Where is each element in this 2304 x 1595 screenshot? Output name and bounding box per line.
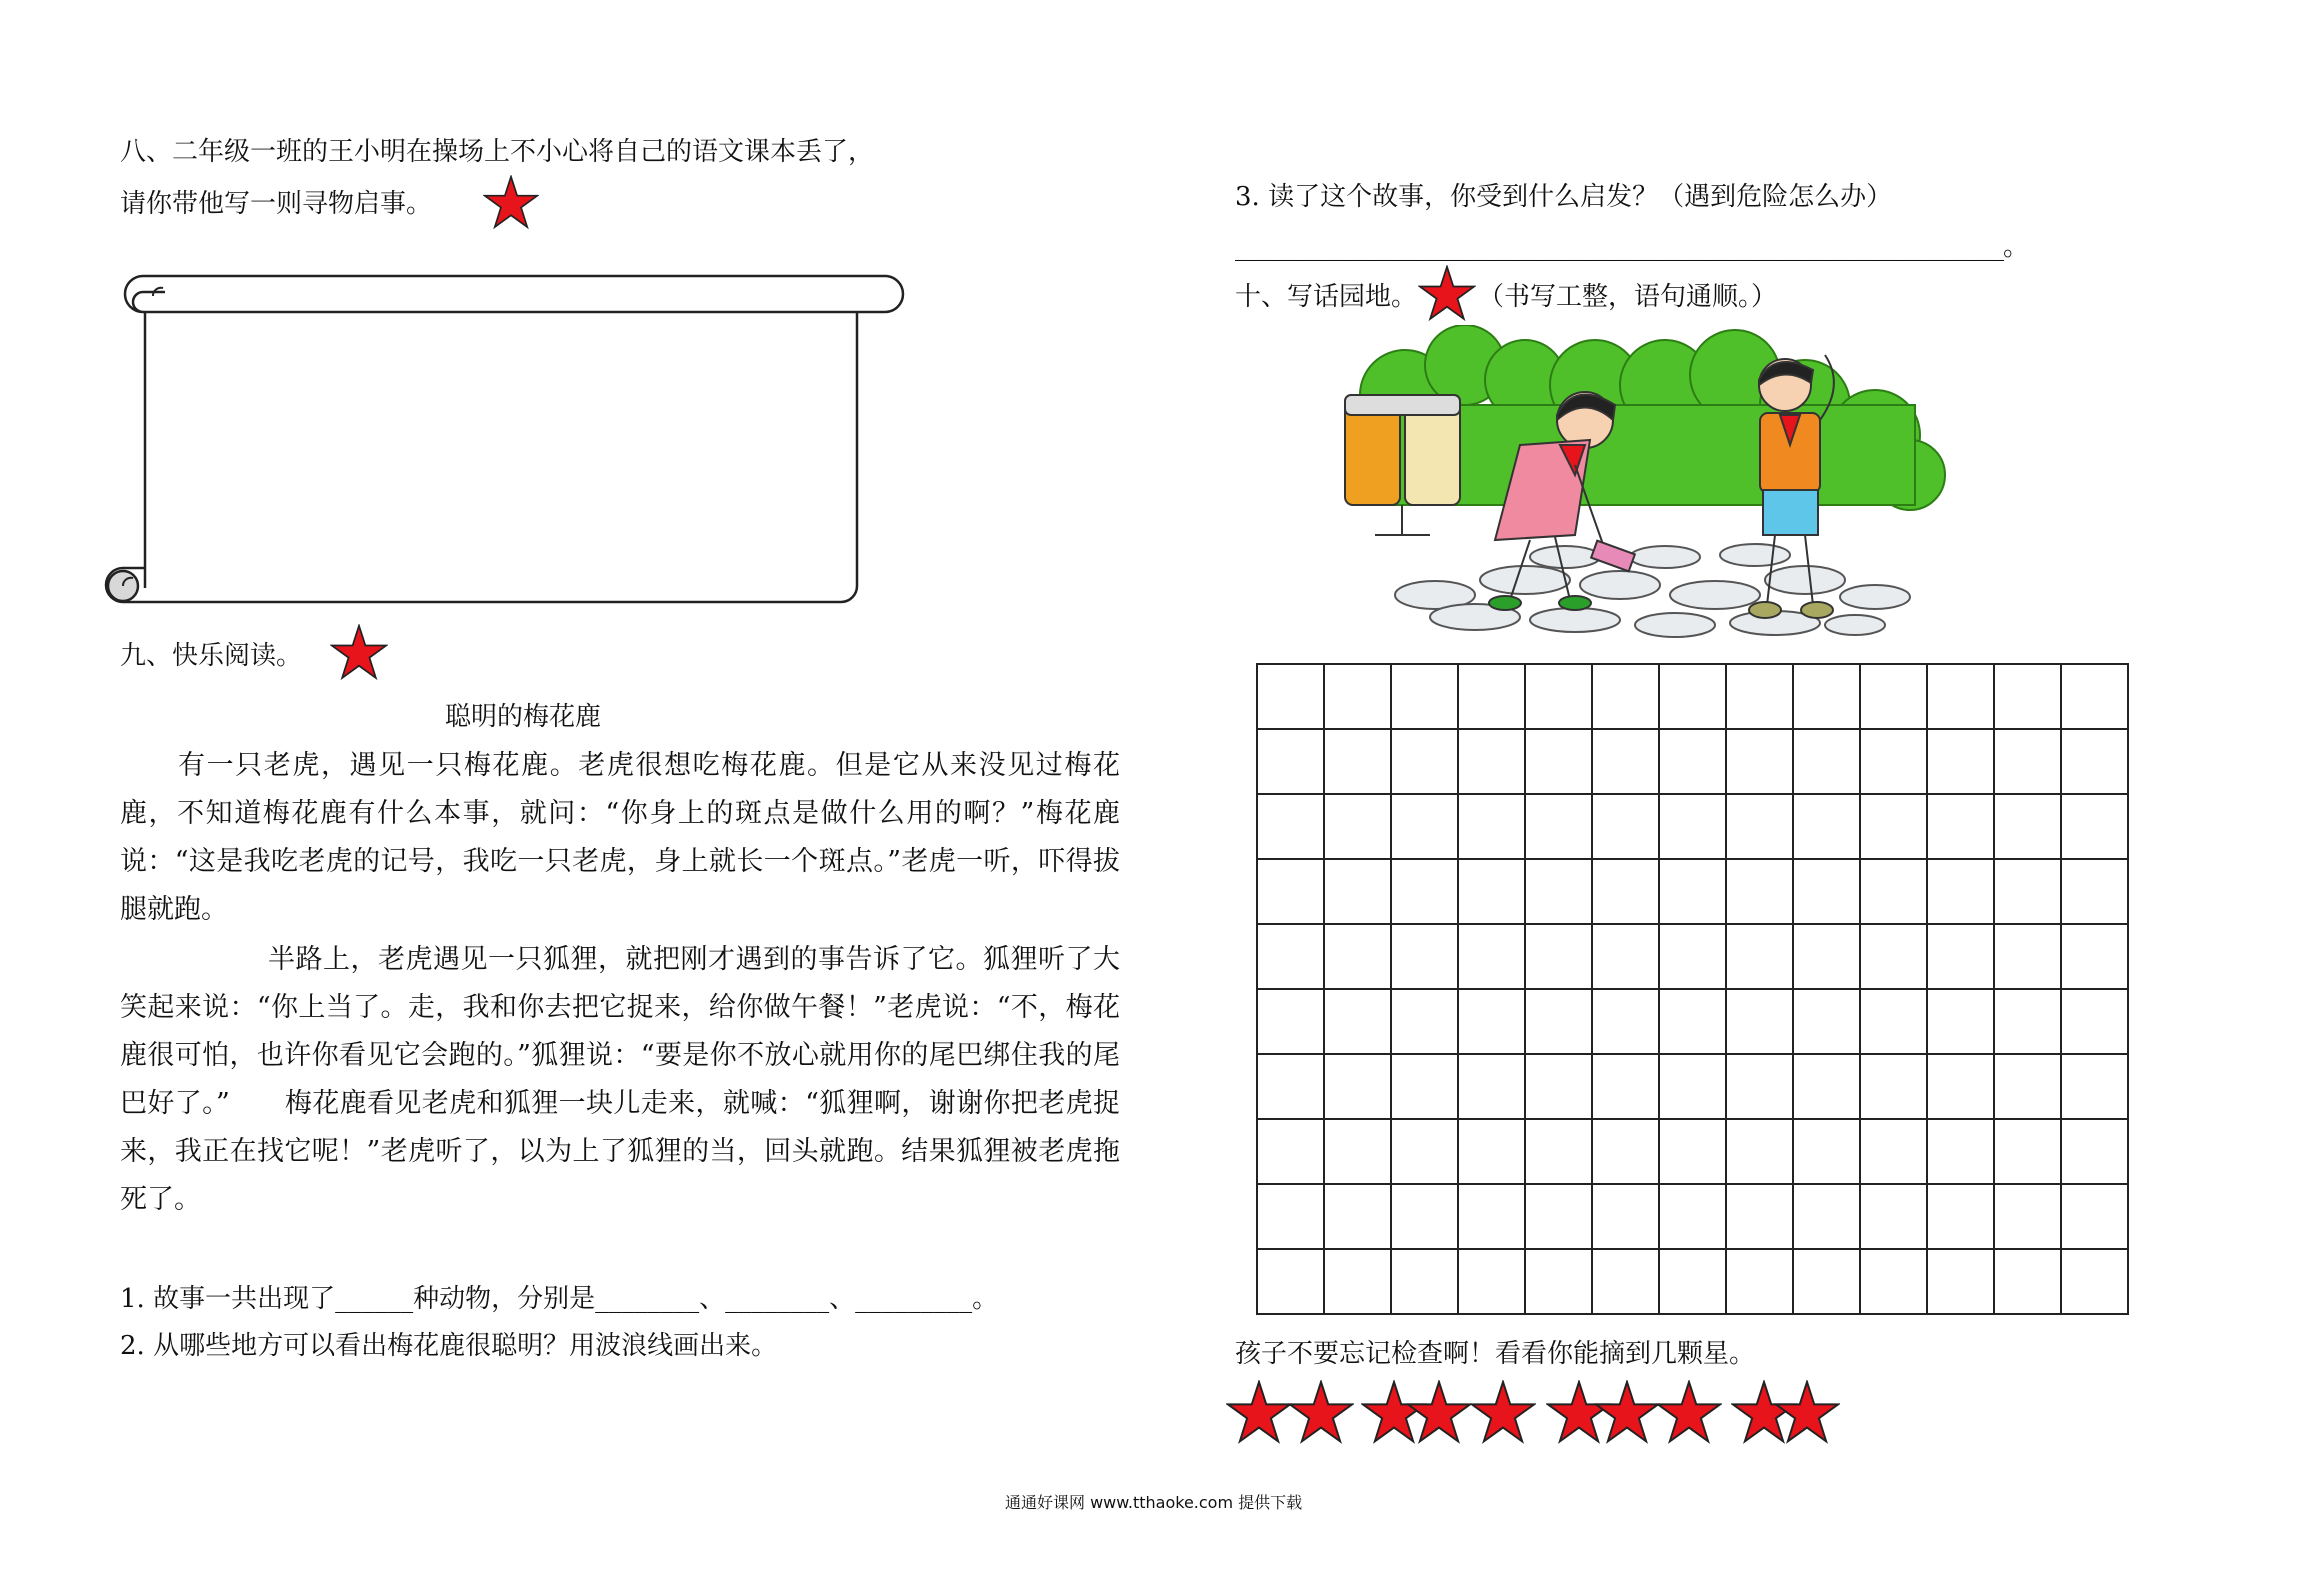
grid-cell[interactable] — [1257, 729, 1324, 794]
grid-cell[interactable] — [1592, 1054, 1659, 1119]
grid-cell[interactable] — [1793, 924, 1860, 989]
grid-cell[interactable] — [1860, 1119, 1927, 1184]
grid-cell[interactable] — [1391, 794, 1458, 859]
grid-cell[interactable] — [1726, 1184, 1793, 1249]
grid-cell[interactable] — [1994, 859, 2061, 924]
grid-cell[interactable] — [1592, 859, 1659, 924]
grid-cell[interactable] — [1860, 729, 1927, 794]
grid-row — [1257, 729, 2128, 794]
grid-cell[interactable] — [1659, 794, 1726, 859]
grid-cell[interactable] — [1592, 729, 1659, 794]
grid-cell[interactable] — [1391, 664, 1458, 729]
grid-cell[interactable] — [1458, 1054, 1525, 1119]
grid-cell[interactable] — [1458, 1184, 1525, 1249]
grid-cell[interactable] — [1927, 1184, 1994, 1249]
section10-note: （书写工整，语句通顺。） — [1478, 282, 1778, 312]
grid-cell[interactable] — [1927, 859, 1994, 924]
grid-cell[interactable] — [1525, 924, 1592, 989]
grid-cell[interactable] — [1659, 1119, 1726, 1184]
grid-cell[interactable] — [1458, 1119, 1525, 1184]
grid-cell[interactable] — [1391, 989, 1458, 1054]
kids-picking-up-book-illustration — [1335, 325, 1955, 649]
grid-cell[interactable] — [1592, 1184, 1659, 1249]
grid-cell[interactable] — [1793, 1119, 1860, 1184]
grid-row — [1257, 1119, 2128, 1184]
grid-cell[interactable] — [1860, 924, 1927, 989]
grid-cell[interactable] — [1525, 1184, 1592, 1249]
grid-cell[interactable] — [1391, 924, 1458, 989]
grid-cell[interactable] — [1927, 1119, 1994, 1184]
grid-cell[interactable] — [1659, 924, 1726, 989]
grid-cell[interactable] — [1458, 859, 1525, 924]
grid-cell[interactable] — [1592, 1119, 1659, 1184]
grid-cell[interactable] — [1793, 1054, 1860, 1119]
grid-cell[interactable] — [1659, 989, 1726, 1054]
grid-cell[interactable] — [1726, 1119, 1793, 1184]
grid-cell[interactable] — [1793, 1249, 1860, 1314]
grid-cell[interactable] — [1257, 1249, 1324, 1314]
grid-row — [1257, 859, 2128, 924]
grid-cell[interactable] — [1391, 1054, 1458, 1119]
grid-cell[interactable] — [1525, 794, 1592, 859]
grid-cell[interactable] — [1860, 794, 1927, 859]
grid-cell[interactable] — [1592, 924, 1659, 989]
grid-cell[interactable] — [1994, 1184, 2061, 1249]
question-3: 3. 读了这个故事，你受到什么启发？（遇到危险怎么办） — [1235, 182, 1893, 212]
grid-cell[interactable] — [1458, 729, 1525, 794]
grid-cell[interactable] — [1793, 989, 1860, 1054]
grid-cell[interactable] — [1659, 1184, 1726, 1249]
star-icon — [483, 175, 539, 231]
rating-stars[interactable] — [1226, 1380, 1946, 1450]
grid-cell[interactable] — [1860, 664, 1927, 729]
grid-cell[interactable] — [2061, 859, 2128, 924]
grid-row — [1257, 1184, 2128, 1249]
grid-cell[interactable] — [1994, 664, 2061, 729]
grid-cell[interactable] — [1726, 859, 1793, 924]
question-2: 2. 从哪些地方可以看出梅花鹿很聪明？用波浪线画出来。 — [120, 1331, 778, 1361]
grid-cell[interactable] — [2061, 794, 2128, 859]
section9-heading: 九、快乐阅读。 — [120, 641, 303, 671]
grid-cell[interactable] — [1994, 989, 2061, 1054]
star-icon — [330, 624, 388, 682]
grid-cell[interactable] — [1324, 1249, 1391, 1314]
grid-cell[interactable] — [1525, 989, 1592, 1054]
grid-cell[interactable] — [1927, 989, 1994, 1054]
grid-cell[interactable] — [1994, 794, 2061, 859]
grid-cell[interactable] — [2061, 989, 2128, 1054]
grid-cell[interactable] — [1659, 729, 1726, 794]
grid-cell[interactable] — [1927, 664, 1994, 729]
grid-cell[interactable] — [1793, 859, 1860, 924]
section8-prompt-line2: 请你带他写一则寻物启事。 — [120, 189, 433, 219]
grid-cell[interactable] — [1458, 1249, 1525, 1314]
grid-cell[interactable] — [1860, 1249, 1927, 1314]
grid-cell[interactable] — [1324, 1184, 1391, 1249]
grid-cell[interactable] — [1458, 924, 1525, 989]
rating-star-icon[interactable] — [1470, 1380, 1536, 1450]
grid-cell[interactable] — [1257, 1054, 1324, 1119]
grid-cell[interactable] — [1324, 729, 1391, 794]
rating-star-icon[interactable] — [1226, 1380, 1292, 1450]
grid-cell[interactable] — [1257, 664, 1324, 729]
grid-row — [1257, 664, 2128, 729]
grid-cell[interactable] — [1860, 989, 1927, 1054]
rating-star-icon[interactable] — [1594, 1380, 1660, 1450]
grid-cell[interactable] — [1458, 989, 1525, 1054]
grid-cell[interactable] — [1324, 924, 1391, 989]
grid-cell[interactable] — [1860, 1054, 1927, 1119]
grid-cell[interactable] — [1726, 794, 1793, 859]
grid-row — [1257, 794, 2128, 859]
rating-star-icon[interactable] — [1774, 1380, 1840, 1450]
grid-cell[interactable] — [1927, 794, 1994, 859]
grid-cell[interactable] — [1324, 989, 1391, 1054]
grid-cell[interactable] — [2061, 924, 2128, 989]
grid-cell[interactable] — [1860, 1184, 1927, 1249]
grid-cell[interactable] — [1592, 1249, 1659, 1314]
grid-cell[interactable] — [1726, 729, 1793, 794]
section10-heading: 十、写话园地。 — [1235, 282, 1418, 312]
grid-cell[interactable] — [1391, 1119, 1458, 1184]
story-paragraph-2: 半路上，老虎遇见一只狐狸，就把刚才遇到的事告诉了它。狐狸听了大笑起来说：“你上当了。走，我和你去把它捉来，给你做午餐！”老虎说：“不，梅花鹿很可怕，也许你看见它会跑的。”狐狸说：“要是你不放心就用你的尾巴绑住我的尾巴好了。” 梅花鹿看见老虎和狐狸一块儿走来，就喊：“狐狸啊，谢谢你把老虎捉来，我正在找它呢！”老虎听了，以为上了狐狸的当，回头就跑。结果狐狸被老虎拖死了。 — [120, 944, 1120, 1215]
grid-cell[interactable] — [1726, 1249, 1793, 1314]
grid-cell[interactable] — [1994, 1249, 2061, 1314]
grid-cell[interactable] — [1257, 1184, 1324, 1249]
grid-cell[interactable] — [2061, 1184, 2128, 1249]
grid-cell[interactable] — [1525, 1054, 1592, 1119]
grid-cell[interactable] — [2061, 1119, 2128, 1184]
grid-cell[interactable] — [1592, 794, 1659, 859]
grid-cell[interactable] — [1324, 794, 1391, 859]
grid-cell[interactable] — [1525, 1119, 1592, 1184]
grid-cell[interactable] — [1592, 664, 1659, 729]
grid-row — [1257, 1054, 2128, 1119]
footer-credit: 通通好课网 www.tthaoke.com 提供下载 — [1005, 1493, 1303, 1512]
grid-cell[interactable] — [1391, 859, 1458, 924]
grid-cell[interactable] — [1927, 729, 1994, 794]
grid-cell[interactable] — [1860, 859, 1927, 924]
grid-cell[interactable] — [1257, 1119, 1324, 1184]
grid-cell[interactable] — [1659, 1054, 1726, 1119]
grid-cell[interactable] — [1592, 989, 1659, 1054]
grid-cell[interactable] — [1324, 1054, 1391, 1119]
grid-cell[interactable] — [1726, 664, 1793, 729]
grid-row — [1257, 924, 2128, 989]
grid-cell[interactable] — [1324, 664, 1391, 729]
question-3-answer-line[interactable]: ________________________________________________________________。 — [1235, 232, 2028, 262]
grid-cell[interactable] — [1659, 664, 1726, 729]
reminder-text: 孩子不要忘记检查啊！看看你能摘到几颗星。 — [1235, 1339, 1756, 1369]
grid-cell[interactable] — [2061, 1249, 2128, 1314]
grid-cell[interactable] — [1793, 729, 1860, 794]
section8-prompt-line1: 八、二年级一班的王小明在操场上不小心将自己的语文课本丢了， — [120, 137, 875, 167]
grid-cell[interactable] — [2061, 664, 2128, 729]
notice-scroll-box[interactable] — [95, 268, 915, 617]
grid-cell[interactable] — [1927, 924, 1994, 989]
grid-row — [1257, 989, 2128, 1054]
grid-cell[interactable] — [1994, 924, 2061, 989]
grid-cell[interactable] — [1994, 1054, 2061, 1119]
grid-cell[interactable] — [2061, 1054, 2128, 1119]
grid-cell[interactable] — [1257, 859, 1324, 924]
grid-cell[interactable] — [1391, 729, 1458, 794]
grid-row — [1257, 1249, 2128, 1314]
grid-cell[interactable] — [1257, 989, 1324, 1054]
grid-cell[interactable] — [1726, 1054, 1793, 1119]
grid-cell[interactable] — [1458, 664, 1525, 729]
grid-cell[interactable] — [1458, 794, 1525, 859]
story-title: 聪明的梅花鹿 — [445, 702, 602, 732]
grid-cell[interactable] — [1324, 1119, 1391, 1184]
grid-cell[interactable] — [1994, 1119, 2061, 1184]
grid-cell[interactable] — [2061, 729, 2128, 794]
grid-cell[interactable] — [1257, 794, 1324, 859]
rating-star-icon[interactable] — [1656, 1380, 1722, 1450]
grid-cell[interactable] — [1726, 924, 1793, 989]
grid-cell[interactable] — [1525, 859, 1592, 924]
grid-cell[interactable] — [1793, 794, 1860, 859]
grid-cell[interactable] — [1525, 1249, 1592, 1314]
grid-cell[interactable] — [1994, 729, 2061, 794]
question-1: 1. 故事一共出现了______种动物，分别是________、________、_________。 — [120, 1284, 999, 1314]
grid-cell[interactable] — [1324, 859, 1391, 924]
grid-cell[interactable] — [1391, 1249, 1458, 1314]
star-icon — [1418, 265, 1476, 323]
writing-grid[interactable] — [1256, 663, 2129, 1315]
grid-cell[interactable] — [1793, 664, 1860, 729]
grid-cell[interactable] — [1927, 1054, 1994, 1119]
grid-cell[interactable] — [1525, 664, 1592, 729]
grid-cell[interactable] — [1927, 1249, 1994, 1314]
grid-cell[interactable] — [1257, 924, 1324, 989]
grid-cell[interactable] — [1726, 989, 1793, 1054]
grid-cell[interactable] — [1659, 1249, 1726, 1314]
rating-star-icon[interactable] — [1288, 1380, 1354, 1450]
grid-cell[interactable] — [1659, 859, 1726, 924]
story-paragraph-1: 有一只老虎，遇见一只梅花鹿。老虎很想吃梅花鹿。但是它从来没见过梅花鹿，不知道梅花鹿有什么本事，就问：“你身上的斑点是做什么用的啊？”梅花鹿说：“这是我吃老虎的记号，我吃一只老虎，身上就长一个斑点。”老虎一听，吓得拔腿就跑。 — [120, 750, 1120, 925]
grid-cell[interactable] — [1525, 729, 1592, 794]
grid-cell[interactable] — [1793, 1184, 1860, 1249]
rating-star-icon[interactable] — [1406, 1380, 1472, 1450]
grid-cell[interactable] — [1391, 1184, 1458, 1249]
